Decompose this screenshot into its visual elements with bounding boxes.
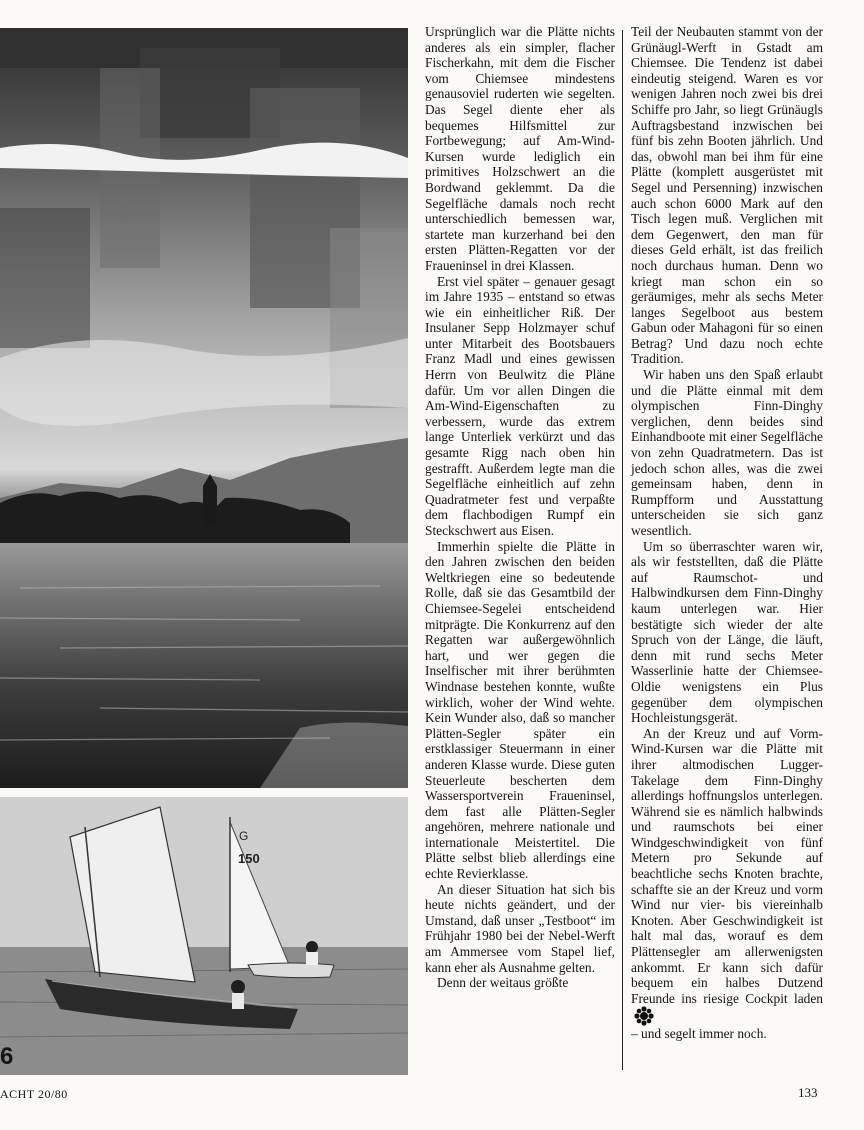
paragraph: Denn der weitaus größte bbox=[437, 975, 569, 991]
paragraph: Immerhin spielte die Plätte in den Jahren zwischen den beiden Weltkriegen eine so bedeutende Rolle, daß sie das Gesamtbild der Chiemsee-Segelei entscheidend mitprägte. Die Konkurrenz auf den Regatten war außergewöhnlich hart, und wer gegen die Inselfischer mit ihrer berühmten Windnase bestehen konnte, wußte wirklich, woher der Wind wehte. Kein Wunder also, daß so mancher Plätten-Segler später ein erstklassiger Steuermann in einer anderen Klasse wurde. Diese guten Steuerleute bescherten dem Wassersportverein Fraueninsel, dem fast alle Plätten-Segler angehören, mehrere nationale und internationale Meistertitel. Die Plätte selbst blieb allerdings eine echte Revierklasse. bbox=[425, 538, 615, 882]
text-column-1 bbox=[425, 24, 615, 991]
paragraph: Um so überraschter waren wir, als wir feststellten, daß die Plätte auf Raumschot- und Halbwindkursen dem Finn-Dinghy kaum unterlegen war. Hier bestätigte sich wieder der alte Spruch von der Länge, die läuft, denn mit rund sechs Meter Wasserlinie hatte der Chiemsee-Oldie wenigstens ein Plus gegenüber dem olympischen Hochleistungsgerät. bbox=[631, 538, 823, 726]
magazine-issue: ACHT 20/80 bbox=[0, 1087, 68, 1101]
sail-number: 150 bbox=[238, 851, 260, 866]
boats-sailing-photo bbox=[0, 797, 408, 1075]
closing-line: – und segelt immer noch. bbox=[631, 1026, 767, 1042]
sail-letter: G bbox=[239, 829, 249, 843]
paragraph-text: An der Kreuz und auf Vorm-Wind-Kursen war die Plätte mit ihrer altmodischen Lugger-Takelage dem Finn-Dinghy allerdings hoffnungslos unterlegen. Während sie es nämlich halbwinds und raumschots bei einer Windgeschwindigkeit von fünf Metern pro Sekunde auf beachtliche sechs Knoten brachte, schaffte sie an der Kreuz und vorm Wind nur vier- bis viereinhalb Knoten. Aber Geschwindigkeit ist halt mal das, worauf es dem Plättensegler am allerwenigsten ankommt. Er kann sich dafür bequem ein halbes Dutzend Freunde ins riesige Cockpit laden bbox=[631, 725, 823, 1006]
lake-island-image bbox=[0, 28, 408, 788]
paragraph: Wir haben uns den Spaß erlaubt und die Plätte einmal mit dem olympischen Finn-Dinghy verglichen, denn beides sind Einhandboote mit einer Segelfläche von zehn Quadratmetern. Das ist jedoch schon alles, was die zwei gemeinsam haben, denn in Rumpfform und Ausstattung unterscheiden sie sich ganz wesentlich. bbox=[631, 367, 823, 538]
paragraph: Teil der Neubauten stammt von der Grünäugl-Werft in Gstadt am Chiemsee. Die Tendenz ist dabei eindeutig steigend. Waren es vor wenigen Jahren noch zwei bis drei Schiffe pro Jahr, so liegt Grünäugls Auftragsbestand inzwischen bei fünf bis zehn Booten jährlich. Und das, obwohl man bei ihm für eine Plätte (komplett ausgerüstet mit Segel und Persenning) inzwischen auch schon 6000 Mark auf den Tisch legen muß. Verglichen mit dem Gegenwert, den man für dieses Geld erhält, ist das freilich noch durchaus human. Denn wo kriegt man schon ein so geräumiges, mehr als sechs Meter langes Segelboot aus bestem Gabun oder Mahagoni für so einen Betrag? Und dazu noch echte Tradition. bbox=[631, 24, 823, 367]
left-page-number: 6 bbox=[0, 1043, 14, 1070]
paragraph: Ursprünglich war die Plätte nichts anderes als ein simpler, flacher Fischerkahn, mit dem die Fischer vom Chiemsee mindestens genausoviel ruderten wie segelten. Das Segel diente eher als bequemes Hilfsmittel zur Fortbewegung; auf Am-Wind-Kursen wurde lediglich ein primitives Holzschwert an die Bordwand geklemmt. Da die Segelfläche damals noch recht unterschiedlich bemessen war, startete man kurzerhand bei den ersten Plätten-Regatten vor der Fraueninsel in drei Klassen. bbox=[425, 24, 615, 273]
rosette-end-mark-icon bbox=[634, 1006, 654, 1026]
page-number: 133 bbox=[798, 1085, 818, 1100]
paragraph: Erst viel später – genauer gesagt im Jahre 1935 – entstand so etwas wie ein einheitlicher Riß. Der Insulaner Sepp Holzmayer schuf unter Mitarbeit des Bootsbauers Franz Madl und eines gewissen Herrn von Beulwitz die Pläne dafür. Um vor allen Dingen die Am-Wind-Eigenschaften zu verbessern, wurde das extrem lange Unterliek verkürzt und das gesamte Rigg nach oben hin gestrafft. Außerdem legte man die Segelfläche einheitlich auf zehn Quadratmeter fest und verpaßte dem flachbodigen Rumpf ein Steckschwert aus Eisen. bbox=[425, 273, 615, 538]
text-column-2 bbox=[631, 24, 823, 1042]
paragraph: An dieser Situation hat sich bis heute nichts geändert, und der Umstand, daß unser „Testboot“ im Frühjahr 1980 bei der Nebel-Werft am Ammersee vom Stapel lief, kann eher als Ausnahme gelten. bbox=[425, 881, 615, 975]
boats-sailing-image bbox=[0, 797, 408, 1075]
paragraph bbox=[631, 726, 823, 1027]
lake-island-photo bbox=[0, 28, 408, 788]
column-divider bbox=[622, 30, 623, 1070]
